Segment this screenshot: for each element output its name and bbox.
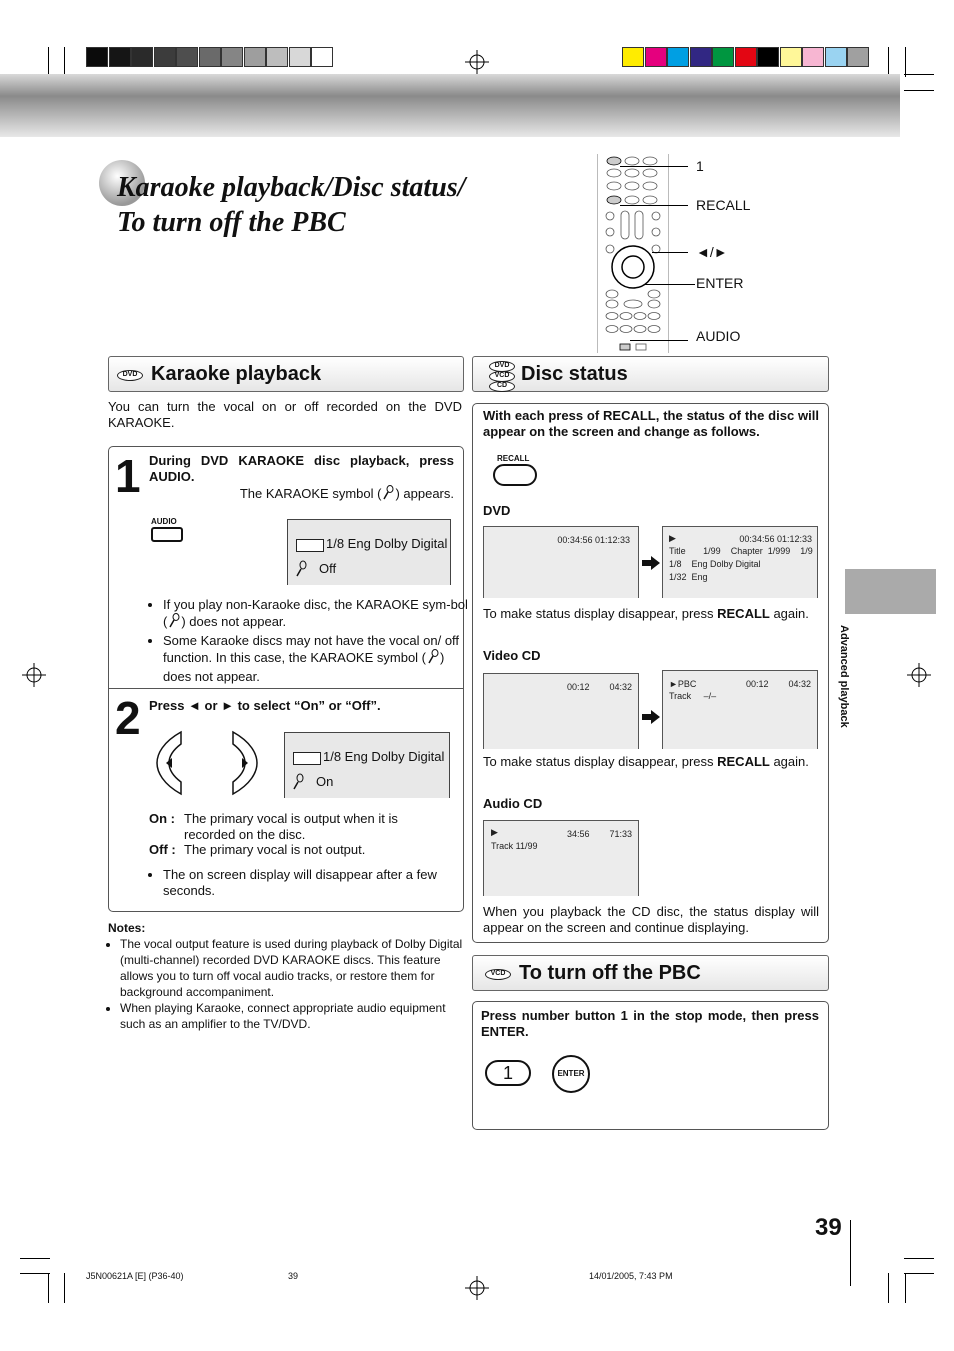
- step-2-notes: [149, 867, 453, 899]
- page-number: 39: [815, 1214, 842, 1241]
- play-icon: ▶: [669, 533, 676, 543]
- callout-line: [620, 205, 688, 206]
- footer-page: 39: [288, 1271, 299, 1281]
- on-description: The primary vocal is output when it is recorded on the disc.: [184, 811, 398, 842]
- audio-button-icon: [151, 527, 183, 542]
- step-2-number: 2: [115, 692, 141, 744]
- gray-swatch: [289, 47, 311, 67]
- color-swatch: [645, 47, 667, 67]
- color-swatch: [780, 47, 802, 67]
- vcd-note: [483, 754, 819, 770]
- pbc-heading: To turn off the PBC: [519, 962, 701, 984]
- gray-swatch: [244, 47, 266, 67]
- note-text: again.: [769, 754, 809, 769]
- header-band: [0, 74, 900, 137]
- gray-swatch: [311, 47, 333, 67]
- symbol-note-text: The KARAOKE symbol (: [239, 486, 382, 501]
- pbc-instruction: Press number button 1 in the stop mode, then press ENTER.: [481, 1008, 819, 1039]
- karaoke-section-header: [108, 356, 464, 392]
- vcd-badge: VCD: [489, 371, 515, 382]
- osd-audio-track: 1/8 Eng Dolby Digital: [323, 749, 445, 764]
- color-swatch: [757, 47, 779, 67]
- karaoke-steps-panel: [108, 446, 468, 912]
- dvd-label: DVD: [483, 503, 511, 518]
- dvd-badge: DVD: [489, 361, 515, 372]
- karaoke-symbol-note: [224, 485, 454, 505]
- note-item: • When playing Karaoke, connect appropriate audio equipment such as an amplifier to the TV/DVD.: [120, 1000, 464, 1032]
- crop-mark: [904, 74, 934, 75]
- symbol-note-text: ) appears.: [395, 486, 454, 501]
- gray-swatch: [86, 47, 108, 67]
- audio-button-label: AUDIO: [151, 517, 177, 526]
- registration-target-icon: [907, 663, 931, 687]
- number-1-button-icon: 1: [485, 1060, 531, 1086]
- microphone-icon: [294, 560, 308, 581]
- dvd-badge: DVD: [117, 370, 143, 381]
- notes-list: [108, 936, 464, 1032]
- color-swatch: [802, 47, 824, 67]
- crop-mark: [888, 47, 889, 77]
- note-text: again.: [769, 606, 809, 621]
- off-label: Off :: [149, 842, 176, 857]
- gray-swatch: [109, 47, 131, 67]
- step-divider: [109, 688, 463, 689]
- callout-line: [630, 340, 688, 341]
- step-2-instruction: Press ◄ or ► to select “On” or “Off”.: [149, 698, 381, 713]
- subtitle-icon: [296, 539, 324, 552]
- crop-mark: [904, 1258, 934, 1259]
- note-recall: RECALL: [717, 754, 770, 769]
- crop-mark: [64, 1273, 65, 1303]
- remote-label-1: 1: [696, 158, 704, 174]
- step-1-number: 1: [115, 450, 141, 502]
- pbc-indicator: ►PBC: [669, 679, 697, 689]
- recall-button-label: RECALL: [497, 454, 530, 463]
- crop-mark: [905, 47, 906, 77]
- color-swatch: [622, 47, 644, 67]
- right-arrow-button-icon: [229, 730, 259, 801]
- pbc-panel: [472, 1001, 829, 1130]
- gray-swatch: [154, 47, 176, 67]
- osd-display-off: [287, 519, 451, 585]
- recall-button-icon: [493, 464, 537, 486]
- registration-target-icon: [465, 1276, 489, 1300]
- osd-audio-track: 1/8 Eng Dolby Digital: [326, 536, 448, 551]
- on-off-definitions: [149, 811, 449, 858]
- title-line-1: Karaoke playback/Disc status/: [117, 172, 466, 203]
- crop-mark: [905, 1273, 906, 1303]
- cd-screen: [483, 820, 639, 896]
- crop-mark: [64, 47, 65, 77]
- arrow-right-icon: [642, 556, 660, 575]
- title-line-2: To turn off the PBC: [117, 207, 346, 238]
- callout-line: [620, 166, 688, 167]
- on-label: On :: [149, 811, 175, 826]
- cd-track-row: Track 11/99: [491, 841, 538, 851]
- crop-mark: [48, 47, 49, 77]
- enter-button-icon: ENTER: [552, 1055, 590, 1093]
- arrow-right-icon: [642, 710, 660, 729]
- bullet-text: Some Karaoke discs may not have the vocal on/ off function. In this case, the KARAOKE symbol (: [163, 633, 460, 665]
- disc-status-heading: Disc status: [521, 363, 628, 385]
- vcd-track-row: Track –/–: [669, 691, 717, 701]
- remote-label-arrows: ◄/►: [696, 244, 728, 260]
- microphone-icon: [167, 613, 181, 633]
- vcd-badge: VCD: [485, 969, 511, 980]
- color-swatch: [712, 47, 734, 67]
- dvd-time-readout: 00:34:56 01:12:33: [739, 534, 812, 544]
- disc-status-panel: [472, 403, 829, 943]
- dvd-title-chapter-row: Title 1/99 Chapter 1/999 1/9: [669, 546, 813, 556]
- note-text: To make status display disappear, press: [483, 754, 718, 769]
- crop-mark: [48, 1273, 49, 1303]
- audio-cd-label: Audio CD: [483, 796, 543, 811]
- gray-swatch: [221, 47, 243, 67]
- registration-target-icon: [465, 50, 489, 74]
- remote-control-illustration: [597, 154, 669, 353]
- note-item: • The vocal output feature is used during playback of Dolby Digital (multi-channel) recorded DVD KARAOKE discs. This feature allows you to turn off vocal audio tracks, or restore them for background accompaniment.: [120, 936, 464, 1000]
- step-1-notes: [149, 597, 469, 685]
- list-item: [163, 597, 469, 633]
- cd-note: When you playback the CD disc, the status display will appear on the screen and continue displaying.: [483, 904, 819, 935]
- gray-swatch: [176, 47, 198, 67]
- dvd-note: [483, 606, 819, 622]
- osd-display-on: [284, 732, 450, 798]
- disc-status-intro: With each press of RECALL, the status of the disc will appear on the screen and change as follows.: [483, 408, 819, 439]
- dvd-subtitle-row: 1/32 Eng: [669, 572, 708, 582]
- bullet-text: If you play non-Karaoke disc, the KARAOKE sym-bol (: [163, 597, 468, 629]
- dvd-screen-1: [483, 526, 639, 598]
- color-swatch: [667, 47, 689, 67]
- vcd-elapsed-time: 00:12 04:32: [566, 682, 632, 692]
- note-text: To make status display disappear, press: [483, 606, 718, 621]
- side-tab-label: Advanced playback: [838, 625, 850, 728]
- crop-mark: [20, 1273, 50, 1274]
- dvd-audio-row: 1/8 Eng Dolby Digital: [669, 559, 761, 569]
- cd-time-readout: 34:56 71:33: [566, 829, 632, 839]
- dvd-elapsed-time: 00:34:56 01:12:33: [557, 535, 630, 545]
- microphone-icon: [291, 773, 305, 794]
- bullet-text: ) does not appear.: [181, 614, 287, 629]
- page-number-rule: [850, 1220, 851, 1286]
- callout-line: [645, 284, 695, 285]
- disc-status-section-header: [472, 356, 829, 392]
- list-item: • The on screen display will disappear after a few seconds.: [163, 867, 453, 899]
- karaoke-heading: Karaoke playback: [151, 363, 322, 385]
- play-icon: ▶: [491, 827, 498, 837]
- off-description: The primary vocal is not output.: [184, 842, 366, 857]
- left-arrow-button-icon: [155, 730, 185, 801]
- notes-title: Notes:: [108, 921, 146, 935]
- color-swatch: [735, 47, 757, 67]
- osd-vocal-state: Off: [319, 561, 337, 576]
- microphone-icon: [426, 649, 440, 669]
- remote-label-recall: RECALL: [696, 197, 751, 213]
- bullet-text: ) does not appear.: [163, 650, 445, 684]
- step-1-instruction: During DVD KARAOKE disc playback, press AUDIO.: [149, 453, 454, 484]
- osd-vocal-state: On: [316, 774, 334, 789]
- cd-badge: CD: [489, 381, 515, 392]
- notes-section: [108, 920, 464, 1032]
- registration-target-icon: [22, 663, 46, 687]
- pbc-section-header: [472, 955, 829, 991]
- crop-mark: [904, 90, 934, 91]
- karaoke-intro: You can turn the vocal on or off recorded on the DVD KARAOKE.: [108, 399, 462, 430]
- vcd-label: Video CD: [483, 648, 541, 663]
- crop-mark: [888, 1273, 889, 1303]
- gray-swatch: [266, 47, 288, 67]
- vcd-screen-2: [662, 670, 818, 749]
- dvd-screen-2: [662, 526, 818, 598]
- remote-label-audio: AUDIO: [696, 328, 741, 344]
- page-title: [117, 170, 465, 240]
- subtitle-icon: [293, 752, 321, 765]
- footer-code: J5N00621A [E] (P36-40): [86, 1271, 184, 1281]
- crop-mark: [904, 1273, 934, 1274]
- callout-line: [652, 252, 688, 253]
- color-swatch: [847, 47, 869, 67]
- vcd-time-readout: 00:12 04:32: [745, 679, 811, 689]
- footer-date: 14/01/2005, 7:43 PM: [589, 1271, 673, 1281]
- list-item: [163, 633, 469, 685]
- note-recall: RECALL: [717, 606, 770, 621]
- crop-mark: [20, 1258, 50, 1259]
- vcd-screen-1: [483, 673, 639, 749]
- gray-swatch: [131, 47, 153, 67]
- gray-swatch: [199, 47, 221, 67]
- microphone-icon: [381, 485, 395, 505]
- color-swatch: [825, 47, 847, 67]
- remote-label-enter: ENTER: [696, 275, 744, 291]
- side-tab: [845, 569, 936, 614]
- color-swatch: [690, 47, 712, 67]
